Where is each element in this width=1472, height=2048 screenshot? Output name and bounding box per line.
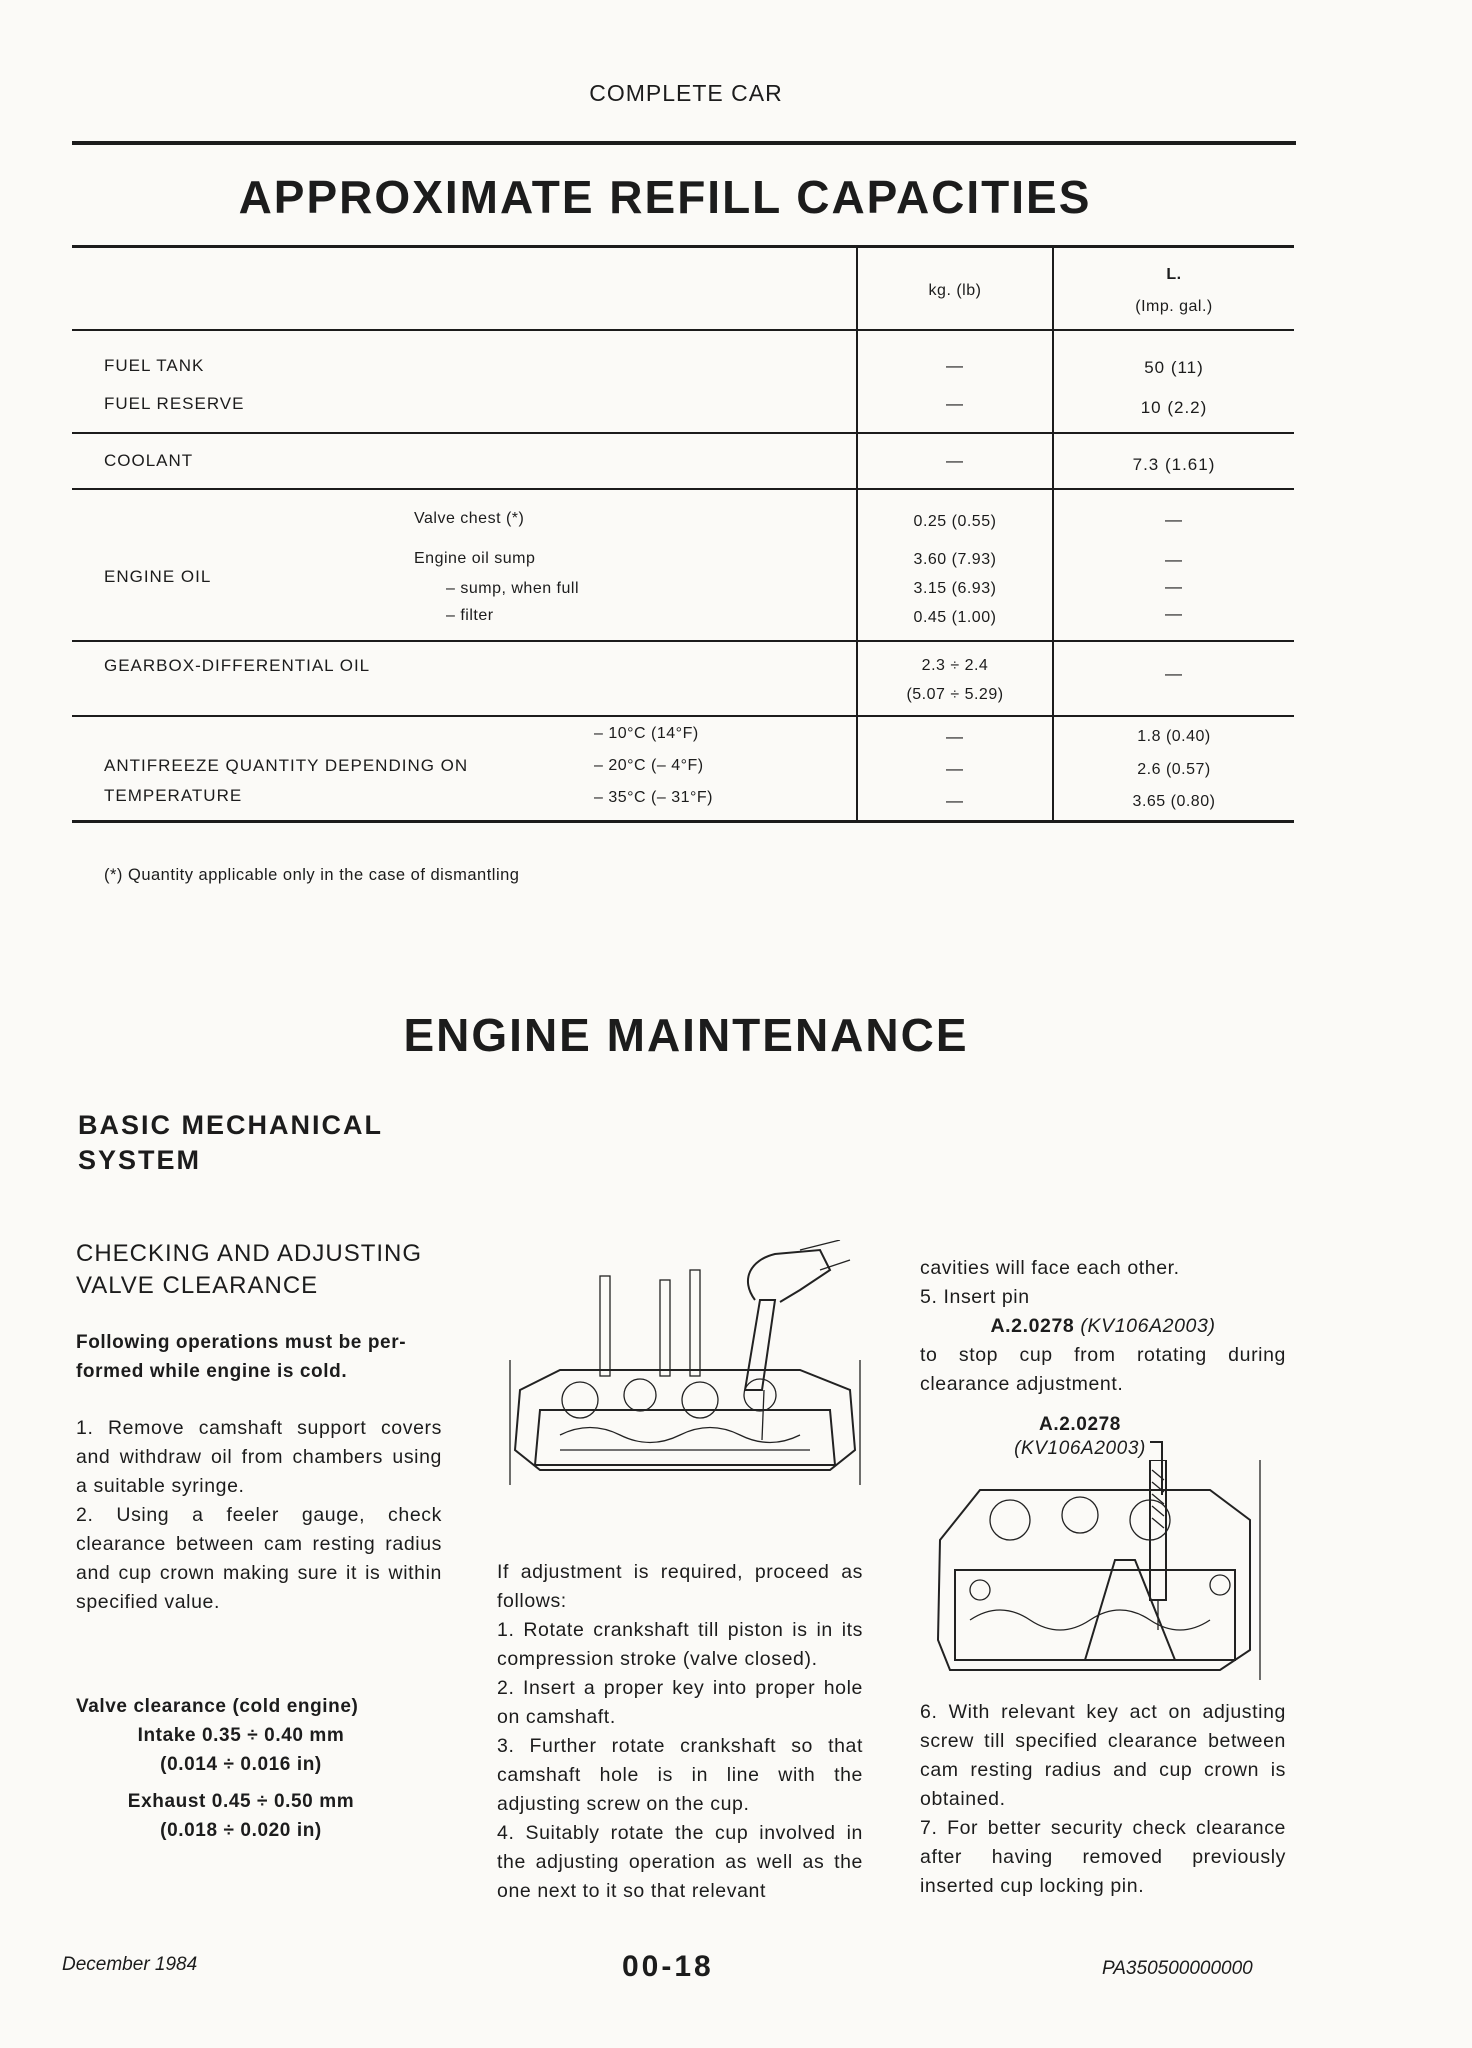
step-1-text: 1. Remove camshaft support covers and withdraw oil from chambers using a suitable syringe.	[76, 1417, 442, 1497]
page-number: 00-18	[622, 1950, 714, 1983]
step-1-text: 1. Rotate crankshaft till piston is in its compression stroke (valve closed).	[497, 1619, 863, 1670]
cold-engine-note	[76, 1328, 442, 1386]
document-code: PA350500000000	[1102, 1958, 1253, 1979]
section-title-engine-maintenance: ENGINE MAINTENANCE	[403, 1009, 969, 1061]
column-3-lower	[920, 1698, 1286, 1901]
header-rule	[72, 141, 1296, 145]
cell-filter-kg: 0.45 (1.00)	[913, 609, 997, 626]
step-6-text: 6. With relevant key act on adjusting screw till specified clearance between cam resting radius and cup crown is obtained.	[920, 1701, 1286, 1810]
cell-antifreeze-l: 3.65 (0.80)	[1132, 793, 1216, 810]
cell-dash: —	[1165, 604, 1183, 623]
procedure-heading-line: CHECKING AND ADJUSTING	[76, 1240, 423, 1267]
figure-label: A.2.0278	[1039, 1414, 1121, 1435]
cell-dash: —	[946, 356, 964, 375]
column-header-l-unit: (Imp. gal.)	[1135, 298, 1213, 315]
after-pin-text: to stop cup from rotating during clearance adjustment.	[920, 1344, 1286, 1395]
cell-antifreeze-l: 2.6 (0.57)	[1137, 761, 1211, 778]
table-top-rule	[72, 245, 1294, 248]
cup-locking-pin-figure	[930, 1460, 1270, 1690]
running-header: COMPLETE CAR	[589, 80, 783, 106]
table-rule	[72, 432, 1294, 434]
pin-code: A.2.0278	[990, 1315, 1075, 1337]
table-rule	[72, 488, 1294, 490]
sub-label-valve-chest: Valve chest (*)	[414, 510, 525, 527]
section-title-refill: APPROXIMATE REFILL CAPACITIES	[238, 171, 1092, 223]
row-label-fuel-reserve: FUEL RESERVE	[104, 394, 245, 413]
note-line: formed while engine is cold.	[76, 1361, 348, 1382]
row-label-antifreeze-1: ANTIFREEZE QUANTITY DEPENDING ON	[104, 756, 469, 775]
spec-intake-in: (0.014 ÷ 0.016 in)	[160, 1754, 322, 1775]
temp-row: – 35°C (– 31°F)	[594, 789, 714, 806]
cell-dash: —	[1165, 550, 1183, 569]
cylinder-head-feeler-gauge-figure	[500, 1240, 870, 1540]
table-rule	[72, 715, 1294, 717]
column-2	[497, 1558, 863, 1906]
row-label-gearbox: GEARBOX-DIFFERENTIAL OIL	[104, 656, 371, 675]
step-7-text: 7. For better security check clearance after having removed previously inserted cup locking pin.	[920, 1817, 1286, 1897]
continued-text: cavities will face each other.	[920, 1257, 1180, 1279]
column-3	[920, 1254, 1286, 1399]
step-5-text: 5. Insert pin	[920, 1286, 1030, 1308]
cell-dash: —	[946, 394, 964, 413]
cell-sump-kg: 3.60 (7.93)	[913, 551, 997, 568]
cell-gearbox-kg-1: 2.3 ÷ 2.4	[921, 657, 989, 674]
spec-exhaust-in: (0.018 ÷ 0.020 in)	[160, 1820, 322, 1841]
intro-text: If adjustment is required, proceed as follows:	[497, 1561, 863, 1612]
subsection-title-line: BASIC MECHANICAL	[78, 1110, 383, 1140]
pin-alt-code: (KV106A2003)	[1080, 1315, 1216, 1337]
temp-row: – 20°C (– 4°F)	[594, 757, 704, 774]
cell-fuel-tank-l: 50 (11)	[1144, 358, 1204, 377]
table-rule	[72, 640, 1294, 642]
column-header-l: L.	[1166, 266, 1182, 283]
note-line: Following operations must be per-	[76, 1332, 407, 1353]
cell-coolant-l: 7.3 (1.61)	[1132, 455, 1216, 474]
step-4-text: 4. Suitably rotate the cup involved in the adjusting operation as well as the one next to it so that relevant	[497, 1822, 863, 1902]
cell-dash: —	[946, 727, 964, 746]
pin-code-line	[920, 1312, 1286, 1341]
spec-title: Valve clearance (cold engine)	[76, 1696, 359, 1717]
spec-exhaust: Exhaust 0.45 ÷ 0.50 mm	[127, 1791, 355, 1812]
figure-leader-line	[1148, 1440, 1178, 1500]
table-bottom-rule	[72, 820, 1294, 823]
cell-valve-chest-kg: 0.25 (0.55)	[913, 513, 997, 530]
cell-dash: —	[1165, 664, 1183, 683]
column-header-kg: kg. (lb)	[928, 282, 982, 299]
footer-date: December 1984	[62, 1954, 198, 1975]
cell-dash: —	[946, 759, 964, 778]
temp-row: – 10°C (14°F)	[594, 725, 699, 742]
subsection-title	[78, 1108, 383, 1178]
valve-clearance-spec	[76, 1692, 406, 1845]
table-header-rule	[72, 329, 1294, 331]
spec-intake: Intake 0.35 ÷ 0.40 mm	[137, 1725, 345, 1746]
step-2-text: 2. Insert a proper key into proper hole on camshaft.	[497, 1677, 863, 1728]
row-label-antifreeze-2: TEMPERATURE	[104, 786, 243, 805]
subsection-title-line: SYSTEM	[78, 1145, 202, 1175]
sub-label-engine-oil-sump: Engine oil sump	[414, 550, 536, 567]
sub-label-filter: – filter	[446, 607, 494, 624]
cell-fuel-reserve-l: 10 (2.2)	[1140, 398, 1208, 417]
cell-gearbox-kg-2: (5.07 ÷ 5.29)	[906, 686, 1004, 703]
cell-dash: —	[1165, 577, 1183, 596]
step-3-text: 3. Further rotate crankshaft so that camshaft hole is in line with the adjusting screw on the cup.	[497, 1735, 863, 1815]
row-label-engine-oil: ENGINE OIL	[104, 567, 212, 586]
table-footnote: (*) Quantity applicable only in the case of dismantling	[104, 866, 520, 884]
cell-dash: —	[1165, 510, 1183, 529]
step-2-text: 2. Using a feeler gauge, check clearance between cam resting radius and cup crown making sure it is within specified value.	[76, 1504, 442, 1613]
cell-dash: —	[946, 791, 964, 810]
cell-antifreeze-l: 1.8 (0.40)	[1137, 728, 1211, 745]
sub-label-sump-full: – sump, when full	[446, 580, 580, 597]
figure-label-alt: (KV106A2003)	[1014, 1438, 1146, 1459]
procedure-heading-line: VALVE CLEARANCE	[76, 1272, 319, 1299]
column-1	[76, 1238, 442, 1617]
row-label-coolant: COOLANT	[104, 451, 194, 470]
cell-sump-full-kg: 3.15 (6.93)	[913, 580, 997, 597]
cell-dash: —	[946, 451, 964, 470]
row-label-fuel-tank: FUEL TANK	[104, 356, 205, 375]
